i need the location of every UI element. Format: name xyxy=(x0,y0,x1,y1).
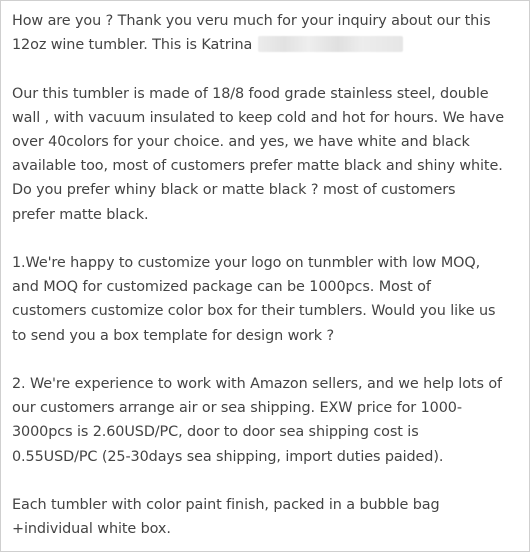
message-line: Do you prefer whiny black or matte black ? most of customers xyxy=(12,182,456,199)
paragraph-spacer xyxy=(12,57,524,81)
shipping-pricing-paragraph xyxy=(12,372,524,469)
message-line: 0.55USD/PC (25-30days sea shipping, import duties paided). xyxy=(12,448,444,465)
redacted-name-blur xyxy=(258,36,403,52)
paragraph-spacer xyxy=(12,227,524,251)
signature-text: 12oz wine tumbler. This is Katrina xyxy=(12,37,253,54)
message-line: available too, most of customers prefer matte black and shiny white. xyxy=(12,158,503,175)
greeting-paragraph xyxy=(12,9,524,57)
message-line: +individual white box. xyxy=(12,521,171,538)
message-line: prefer matte black. xyxy=(12,206,149,223)
message-line: Each tumbler with color paint finish, packed in a bubble bag xyxy=(12,497,440,513)
message-line: to send you a box template for design work ? xyxy=(12,327,335,344)
message-line: 3000pcs is 2.60USD/PC, door to door sea shipping cost is xyxy=(12,424,419,441)
message-line: our customers arrange air or sea shipping. EXW price for 1000- xyxy=(12,400,462,417)
message-line: customers customize color box for their tumblers. Would you like us xyxy=(12,303,496,320)
paragraph-spacer xyxy=(12,469,524,493)
packaging-paragraph xyxy=(12,493,524,541)
message-line: wall , with vacuum insulated to keep cold and hot for hours. We have xyxy=(12,109,505,126)
message-line: How are you ? Thank you veru much for your inquiry about our this xyxy=(12,13,491,29)
message-line: over 40colors for your choice. and yes, we have white and black xyxy=(12,134,470,150)
message-line: and MOQ for customized package can be 1000pcs. Most of xyxy=(12,279,431,296)
message-line: 1.We're happy to customize your logo on tunmbler with low MOQ, xyxy=(12,255,481,271)
product-description-paragraph xyxy=(12,82,524,227)
message-line: 2. We're experience to work with Amazon sellers, and we help lots of xyxy=(12,376,502,392)
message-line: Our this tumbler is made of 18/8 food grade stainless steel, double xyxy=(12,85,489,102)
message-body xyxy=(12,9,524,541)
paragraph-spacer xyxy=(12,348,524,372)
customization-paragraph xyxy=(12,251,524,348)
message-line xyxy=(12,33,524,57)
